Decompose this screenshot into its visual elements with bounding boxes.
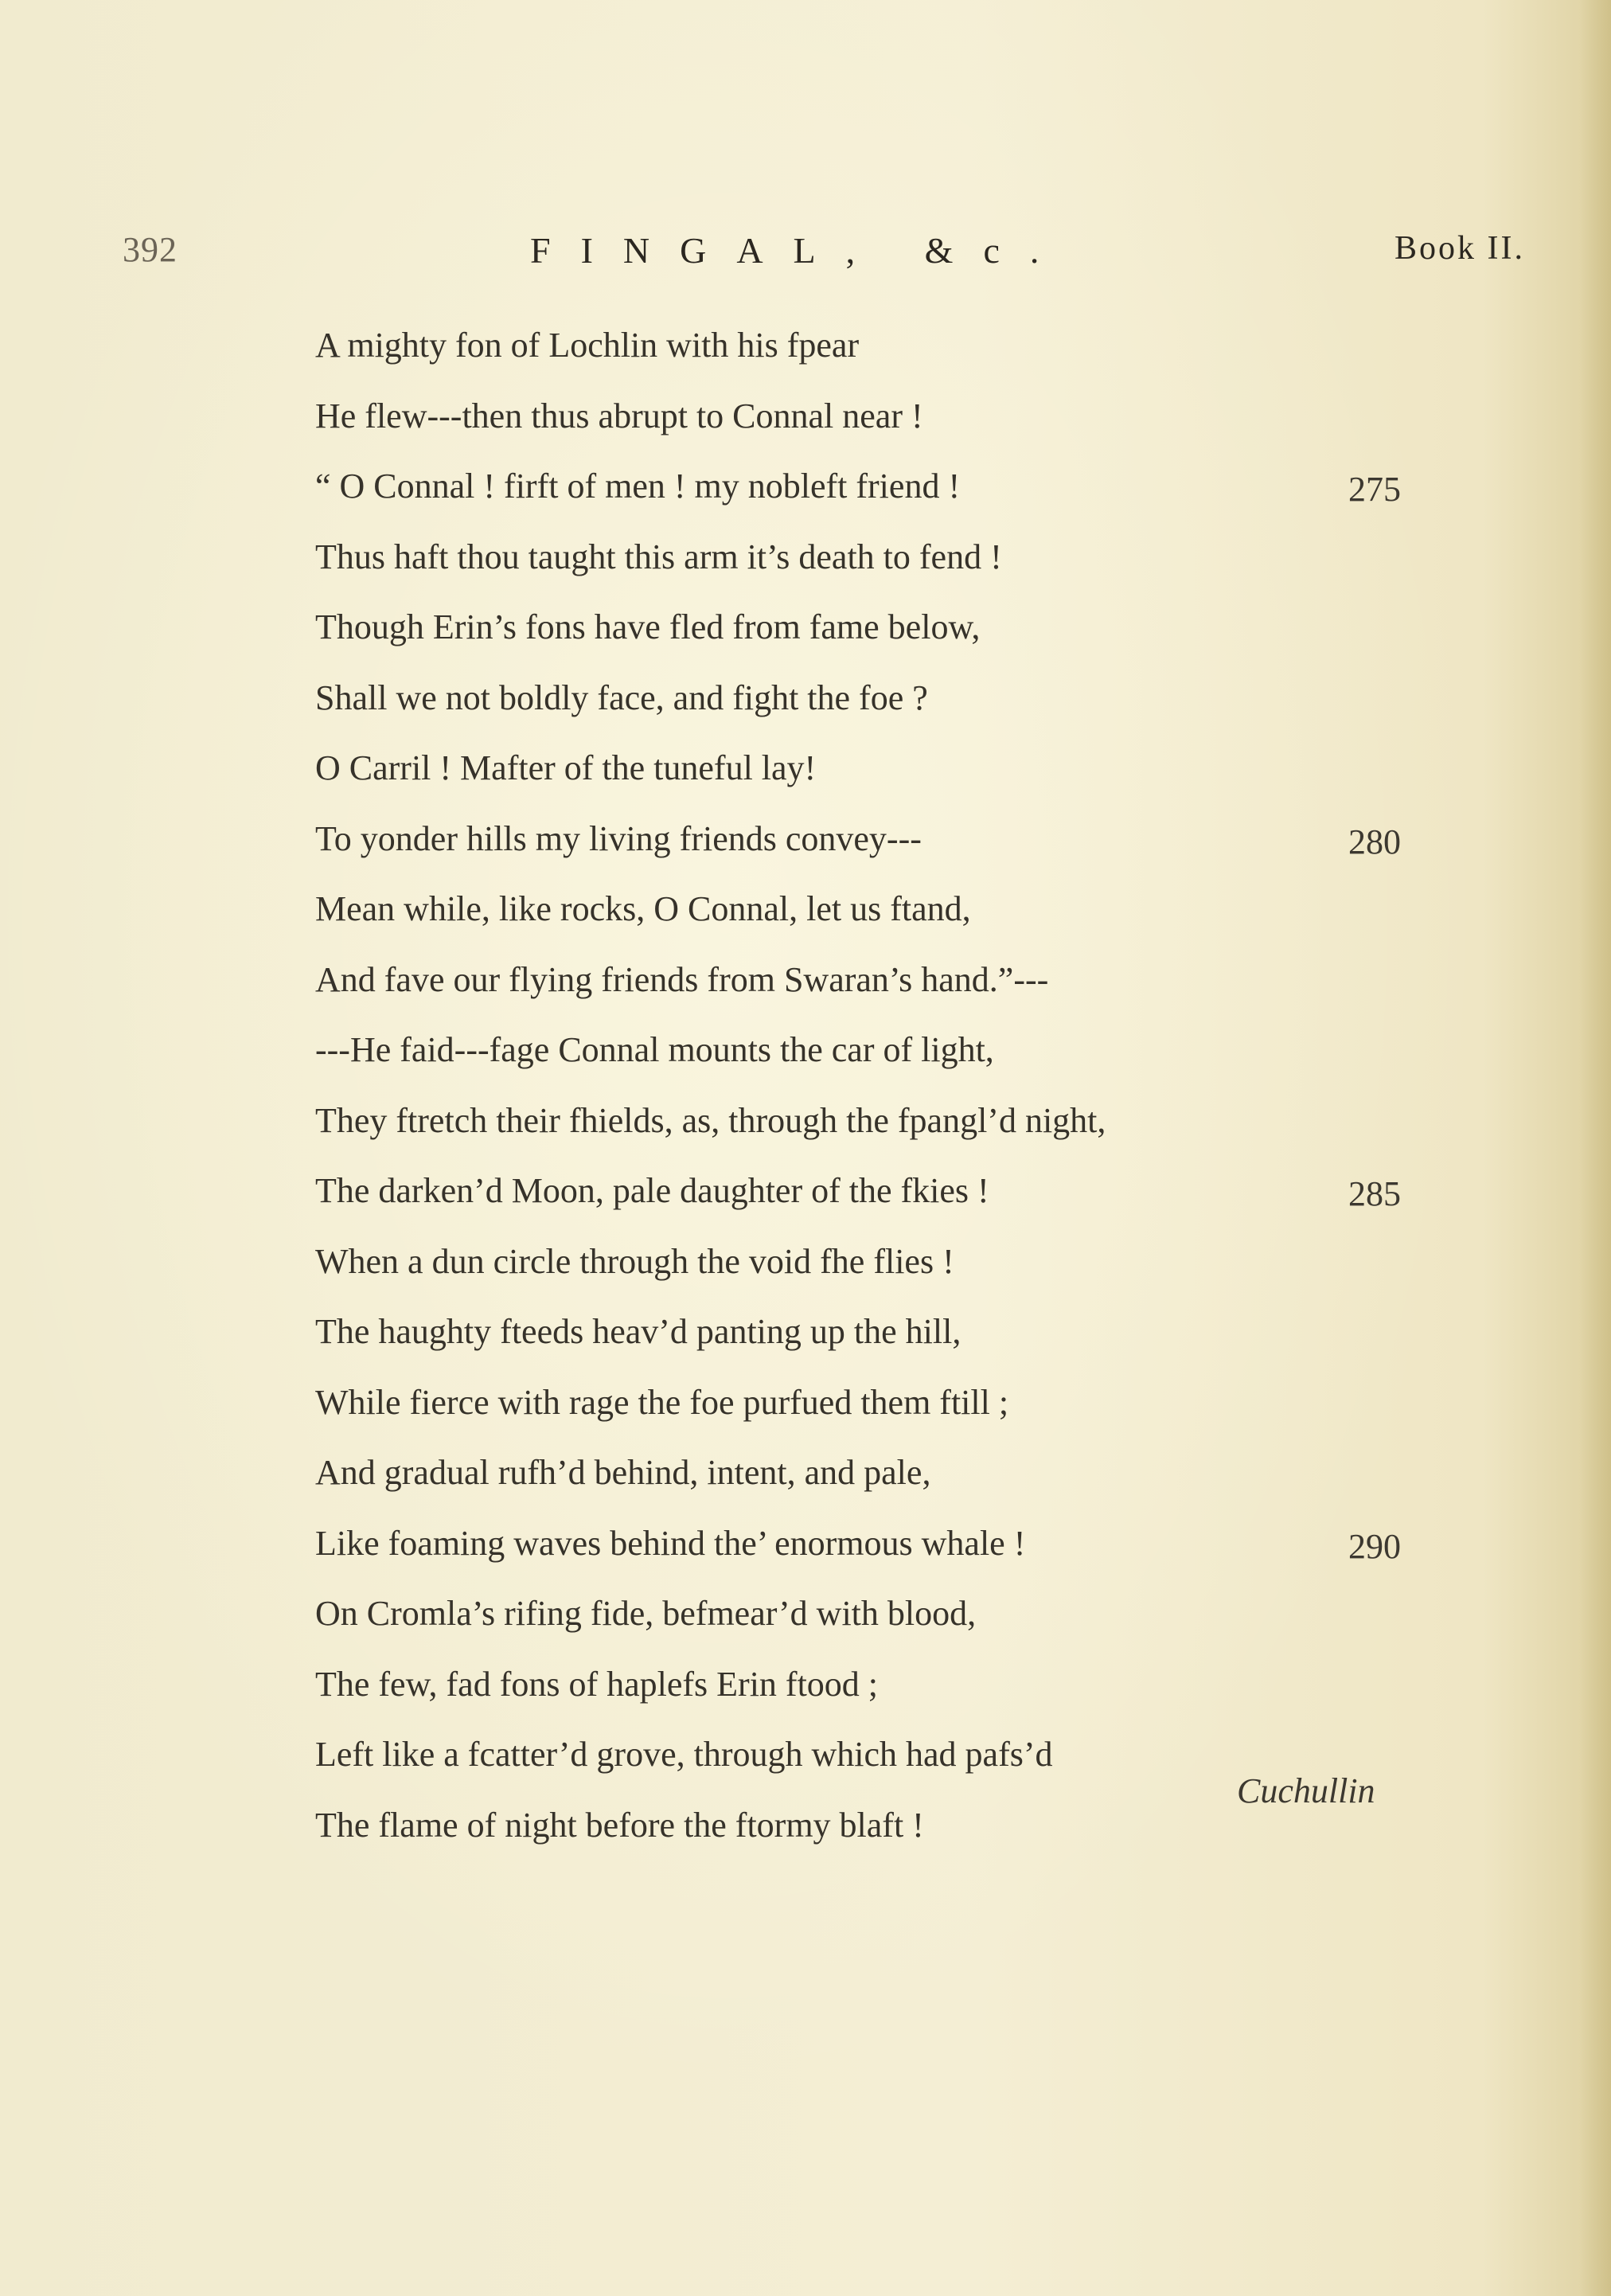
poem-line-text: While fierce with rage the foe purfued them ftill ; xyxy=(315,1382,1009,1422)
poem-line-text: A mighty fon of Lochlin with his fpear xyxy=(315,326,860,365)
poem-line xyxy=(315,1026,1430,1097)
poem-line-text: When a dun circle through the void fhe flies ! xyxy=(315,1241,954,1281)
poem-line xyxy=(315,1802,1430,1872)
poem-line-text: Shall we not boldly face, and fight the foe ? xyxy=(315,677,928,717)
poem-line-text: And gradual rufh’d behind, intent, and pale, xyxy=(315,1453,931,1492)
poem-line-text: The few, fad fons of haplefs Erin ftood ; xyxy=(315,1664,879,1704)
poem-line xyxy=(315,744,1430,815)
poem-line-text: On Cromla’s rifing fide, befmear’d with blood, xyxy=(315,1594,977,1633)
line-number: 280 xyxy=(1348,822,1401,861)
poem-line xyxy=(315,463,1430,533)
poem-line xyxy=(315,956,1430,1027)
poem-line xyxy=(315,392,1430,463)
poem-line-text: To yonder hills my living friends convey--- xyxy=(315,818,922,858)
book-label: Book II. xyxy=(1395,230,1525,267)
poem-line xyxy=(315,1308,1430,1379)
poem-line-text: They ftretch their fhields, as, through the fpangl’d night, xyxy=(315,1100,1106,1140)
poem-line-text: Mean while, like rocks, O Connal, let us ftand, xyxy=(315,889,971,928)
poem-line-text: Left like a fcatter’d grove, through which had pafs’d xyxy=(315,1735,1053,1774)
poem-line-text: Though Erin’s fons have fled from fame below, xyxy=(315,607,981,646)
poem-line-text: The darken’d Moon, pale daughter of the fkies ! xyxy=(315,1171,989,1210)
poem-line xyxy=(315,885,1430,956)
poem-line xyxy=(315,1449,1430,1520)
line-number: 290 xyxy=(1348,1526,1401,1566)
page-edge-shadow xyxy=(1579,0,1611,2296)
running-title: FINGAL, &c. xyxy=(530,230,1070,271)
poem-line-text: He flew---then thus abrupt to Connal near ! xyxy=(315,396,923,435)
poem-line xyxy=(315,1238,1430,1309)
poem-line xyxy=(315,1097,1430,1168)
poem-line-text: ---He faid---fage Connal mounts the car of light, xyxy=(315,1030,994,1069)
page-number: 392 xyxy=(123,230,177,269)
running-header xyxy=(0,229,1611,285)
poem-line-text: And fave our flying friends from Swaran’s hand.”--- xyxy=(315,959,1049,999)
poem-line xyxy=(315,322,1430,392)
poem-line-text: The flame of night before the ftormy blaft ! xyxy=(315,1805,924,1845)
poem-line xyxy=(315,1167,1430,1238)
poem-line-text: The haughty fteeds heav’d panting up the hill, xyxy=(315,1312,962,1351)
poem-line-text: Like foaming waves behind the’ enormous whale ! xyxy=(315,1523,1026,1563)
poem-line xyxy=(315,1379,1430,1450)
poem-line-text: O Carril ! Mafter of the tuneful lay! xyxy=(315,748,817,787)
poem-line xyxy=(315,1590,1430,1661)
poem-line-text: Thus haft thou taught this arm it’s death to fend ! xyxy=(315,537,1002,576)
poem-text-block xyxy=(315,322,1430,1872)
poem-line xyxy=(315,815,1430,886)
poem-line xyxy=(315,674,1430,745)
catchword: Cuchullin xyxy=(1237,1771,1375,1810)
poem-line xyxy=(315,533,1430,604)
poem-line xyxy=(315,1520,1430,1591)
poem-line-text: “ O Connal ! firft of men ! my nobleft friend ! xyxy=(315,467,961,506)
line-number: 285 xyxy=(1348,1174,1401,1213)
poem-line xyxy=(315,603,1430,674)
line-number: 275 xyxy=(1348,470,1401,509)
poem-line xyxy=(315,1661,1430,1732)
